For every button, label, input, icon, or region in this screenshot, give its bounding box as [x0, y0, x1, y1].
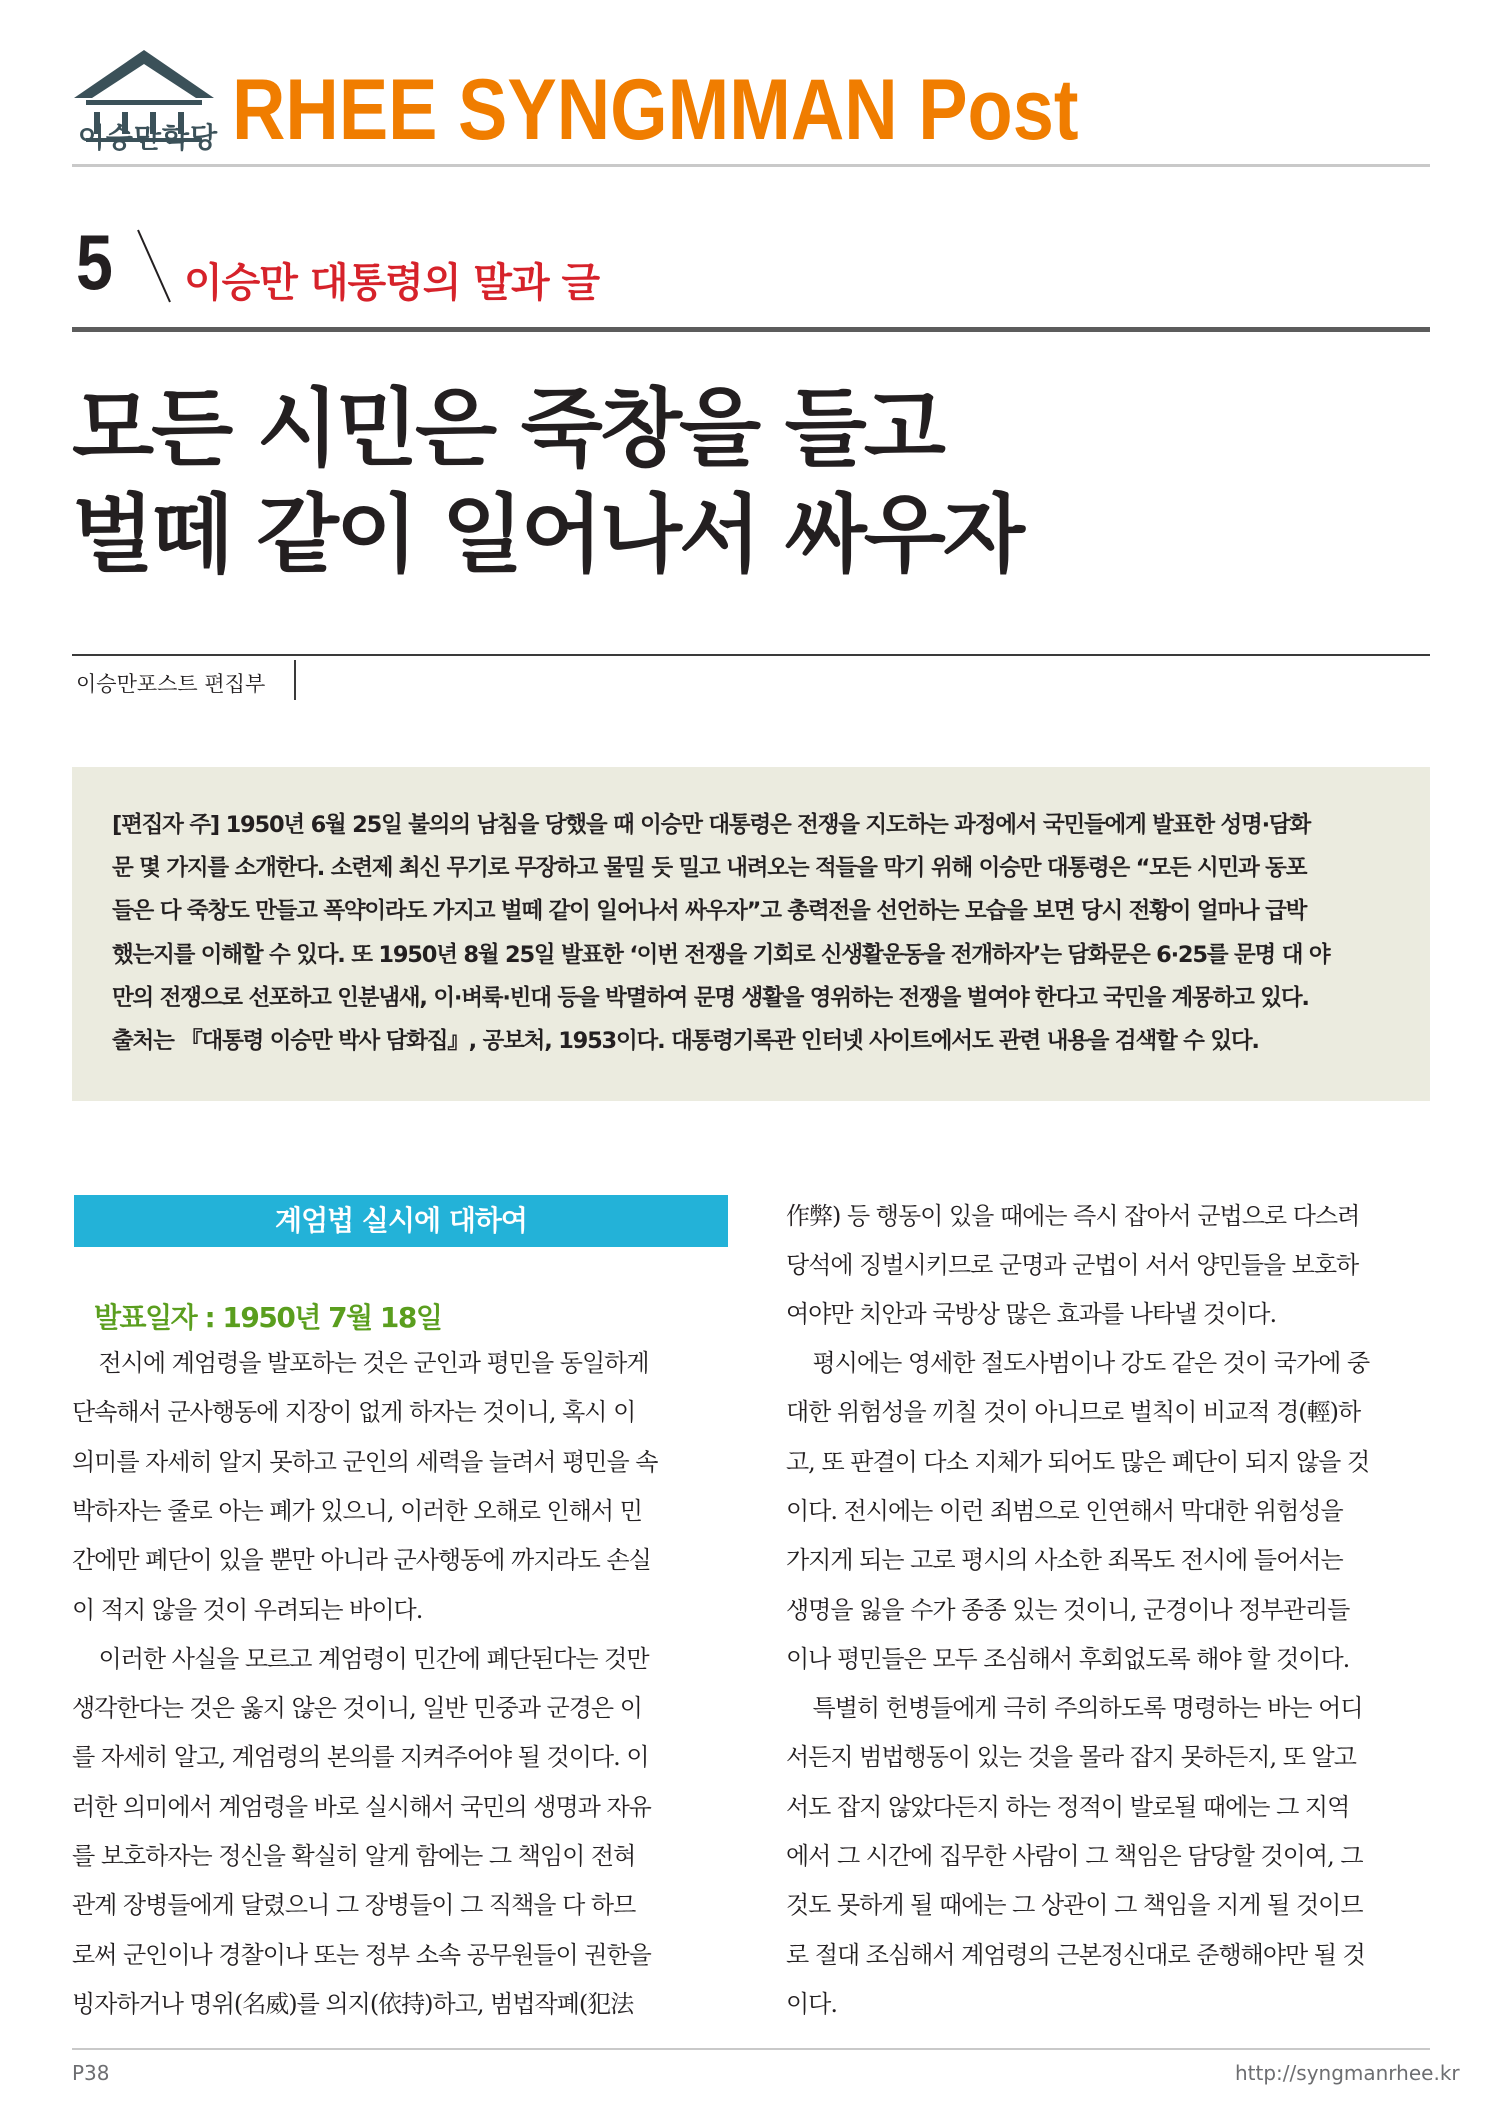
footer-divider: [72, 2048, 1430, 2050]
body-text-line: 이나 평민들은 모두 조심해서 후회없도록 해야 할 것이다.: [786, 1645, 1350, 1673]
body-text-line: 전시에 계엄령을 발포하는 것은 군인과 평민을 동일하게: [72, 1349, 649, 1377]
section-separator-slash: [134, 228, 174, 304]
body-text-line: 가지게 되는 고로 평시의 사소한 죄목도 전시에 들어서는: [786, 1546, 1343, 1574]
section-divider: [72, 327, 1430, 332]
body-text-line: 러한 의미에서 계엄령을 바로 실시해서 국민의 생명과 자유: [72, 1793, 651, 1821]
body-text-line: 고, 또 판결이 다소 지체가 되어도 많은 폐단이 되지 않을 것: [786, 1448, 1370, 1476]
body-text-line: 서든지 범법행동이 있는 것을 몰라 잡지 못하든지, 또 알고: [786, 1743, 1356, 1771]
body-text-line: 를 자세히 알고, 계엄령의 본의를 지켜주어야 될 것이다. 이: [72, 1743, 649, 1771]
editor-note-line: [편집자 주] 1950년 6월 25일 불의의 남침을 당했을 때 이승만 대통령은 전쟁을 지도하는 과정에서 국민들에게 발표한 성명·담화: [112, 812, 1310, 838]
page-number: P38: [72, 2061, 110, 2085]
body-text-line: 평시에는 영세한 절도사범이나 강도 같은 것이 국가에 중: [786, 1349, 1370, 1377]
body-text-line: 이다. 전시에는 이런 죄범으로 인연해서 막대한 위험성을: [786, 1497, 1343, 1525]
body-text-line: 단속해서 군사행동에 지장이 없게 하자는 것이니, 혹시 이: [72, 1398, 636, 1426]
article-title-line-2: 벌떼 같이 일어나서 싸우자: [72, 486, 1022, 585]
byline-separator: [294, 660, 296, 700]
byline: 이승만포스트 편집부: [76, 672, 266, 696]
speech-heading: 계엄법 실시에 대하여: [275, 1204, 527, 1237]
body-text-line: 간에만 폐단이 있을 뿐만 아니라 군사행동에 까지라도 손실: [72, 1546, 651, 1574]
body-text-line: 것도 못하게 될 때에는 그 상관이 그 책임을 지게 될 것이므: [786, 1891, 1363, 1919]
body-text-line: 로써 군인이나 경찰이나 또는 정부 소속 공무원들이 권한을: [72, 1941, 651, 1969]
editor-note-line: 출처는 『대통령 이승만 박사 담화집』, 공보처, 1953이다. 대통령기록관 인터넷 사이트에서도 관련 내용을 검색할 수 있다.: [112, 1028, 1259, 1054]
body-text-line: 생명을 잃을 수가 종종 있는 것이니, 군경이나 정부관리들: [786, 1596, 1350, 1624]
article-title-line-1: 모든 시민은 죽창을 들고: [72, 380, 943, 479]
byline-divider: [72, 654, 1430, 656]
header-divider: [72, 164, 1430, 167]
editor-note-line: 문 몇 가지를 소개한다. 소련제 최신 무기로 무장하고 물밀 듯 밀고 내려오는 적들을 막기 위해 이승만 대통령은 “모든 시민과 동포: [112, 855, 1307, 881]
body-text-line: 를 보호하자는 정신을 확실히 알게 함에는 그 책임이 전혀: [72, 1842, 636, 1870]
body-text-line: 서도 잡지 않았다든지 하는 정적이 발로될 때에는 그 지역: [786, 1793, 1350, 1821]
body-text-line: 에서 그 시간에 집무한 사람이 그 책임은 담당할 것이여, 그: [786, 1842, 1363, 1870]
body-text-line: 로 절대 조심해서 계엄령의 근본정신대로 준행해야만 될 것: [786, 1941, 1365, 1969]
body-text-line: 박하자는 줄로 아는 폐가 있으니, 이러한 오해로 인해서 민: [72, 1497, 642, 1525]
section-number: 5: [76, 218, 113, 306]
body-text-line: 대한 위험성을 끼칠 것이 아니므로 벌칙이 비교적 경(輕)하: [786, 1398, 1361, 1426]
body-text-line: 作弊) 등 행동이 있을 때에는 즉시 잡아서 군법으로 다스려: [786, 1202, 1360, 1230]
logo-label: 이승만학당: [77, 121, 219, 154]
editor-note-line: 했는지를 이해할 수 있다. 또 1950년 8월 25일 발표한 ‘이번 전쟁을 기회로 신생활운동을 전개하자’는 담화문은 6·25를 문명 대 야: [112, 942, 1330, 968]
website-url[interactable]: http://syngmanrhee.kr: [1235, 2061, 1460, 2085]
editor-note-line: 들은 다 죽창도 만들고 폭약이라도 가지고 벌떼 같이 일어나서 싸우자”고 총력전을 선언하는 모습을 보면 당시 전황이 얼마나 급박: [112, 898, 1307, 924]
section-title: 이승만 대통령의 말과 글: [184, 260, 600, 306]
body-text-line: 이다.: [786, 1990, 837, 2018]
editor-note-line: 만의 전쟁으로 선포하고 인분냄새, 이·벼룩·빈대 등을 박멸하여 문명 생활을 영위하는 전쟁을 벌여야 한다고 국민을 계몽하고 있다.: [112, 985, 1309, 1011]
body-text-line: 의미를 자세히 알지 못하고 군인의 세력을 늘려서 평민을 속: [72, 1448, 658, 1476]
body-text-line: 당석에 징벌시키므로 군명과 군법이 서서 양민들을 보호하: [786, 1251, 1359, 1279]
body-text-line: 관계 장병들에게 달렸으니 그 장병들이 그 직책을 다 하므: [72, 1891, 636, 1919]
publication-title: RHEE SYNGMMAN Post: [232, 62, 1079, 158]
body-text-line: 빙자하거나 명위(名威)를 의지(依持)하고, 범법작폐(犯法: [72, 1990, 634, 2018]
body-text-line: 생각한다는 것은 옳지 않은 것이니, 일반 민중과 군경은 이: [72, 1694, 642, 1722]
body-text-line: 여야만 치안과 국방상 많은 효과를 나타낼 것이다.: [786, 1300, 1277, 1328]
speech-date: 발표일자 : 1950년 7월 18일: [94, 1301, 442, 1334]
body-text-line: 특별히 헌병들에게 극히 주의하도록 명령하는 바는 어디: [786, 1694, 1363, 1722]
body-text-line: 이러한 사실을 모르고 계엄령이 민간에 폐단된다는 것만: [72, 1645, 649, 1673]
body-text-line: 이 적지 않을 것이 우려되는 바이다.: [72, 1596, 423, 1624]
